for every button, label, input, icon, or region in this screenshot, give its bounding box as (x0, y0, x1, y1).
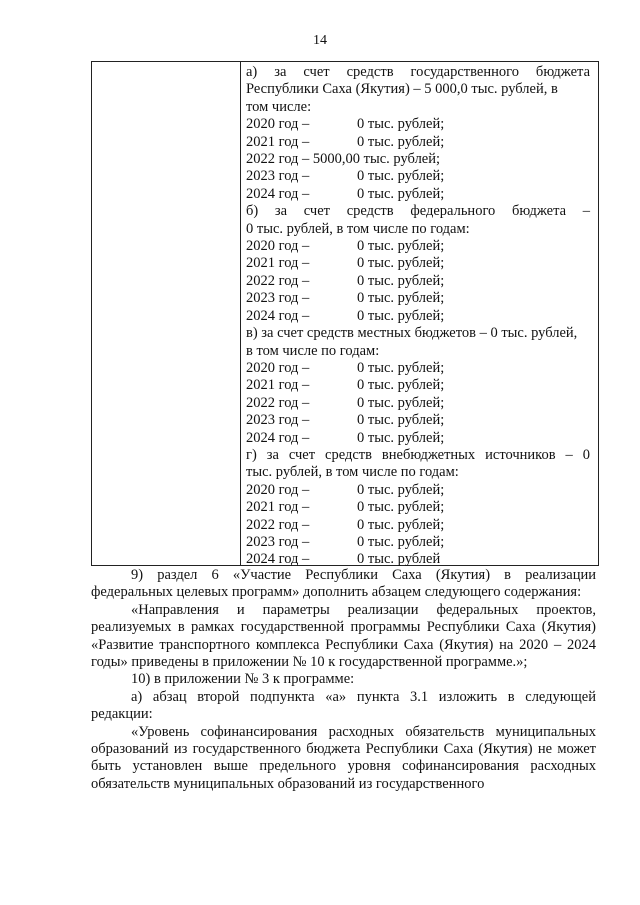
year-label: 2024 год – (246, 429, 310, 446)
amount-value: 0 тыс. рублей; (357, 133, 445, 150)
body-text (91, 567, 596, 793)
paragraph-federal-projects: «Направления и параметры реализации федеральных проектов, реализуемых в рамках государственной программы Республики Саха (Якутия) «Развитие транспортного комплекса Республики Саха (Якутия) на 2020 – 2024 годы» приведены в приложении № 10 к государственной программе.»; (91, 601, 596, 671)
section-d-row (246, 499, 590, 516)
section-a-row (246, 151, 590, 168)
section-d-header-line-1: г) за счет средств внебюджетных источников – 0 (246, 446, 590, 463)
year-label: 2023 год – (246, 168, 310, 185)
year-label: 2021 год – (246, 133, 310, 150)
section-c-row (246, 360, 590, 377)
amount-value: 0 тыс. рублей; (357, 499, 445, 516)
amount-value: 0 тыс. рублей; (357, 516, 445, 533)
table-right-cell (242, 62, 598, 568)
section-c-row (246, 430, 590, 447)
section-b-header-line-2: 0 тыс. рублей, в том числе по годам: (246, 220, 470, 237)
section-a-header-line-2: Республики Саха (Якутия) – 5 000,0 тыс. рублей, в (246, 81, 558, 98)
year-label: 2020 год – (246, 481, 310, 498)
amount-value: 0 тыс. рублей; (357, 307, 445, 324)
paragraph-cofinancing: «Уровень софинансирования расходных обязательств муниципальных образований из государственного бюджета Республики Саха (Якутия) не может быть установлен выше предельного уровня софинансирования расходных обязательств муниципальных образований из государственного (91, 723, 596, 792)
amount-value: 0 тыс. рублей; (357, 533, 445, 550)
year-label: 2021 год – (246, 377, 310, 394)
amount-value: 0 тыс. рублей; (357, 359, 445, 376)
amount-value: 0 тыс. рублей; (357, 185, 445, 202)
amount-value: 0 тыс. рублей; (357, 394, 445, 411)
year-label: 2022 год – (246, 516, 310, 533)
paragraph-appendix-3: 10) в приложении № 3 к программе: (131, 671, 355, 688)
year-label: 2020 год – (246, 359, 310, 376)
year-label: 2022 год – (246, 394, 310, 411)
section-c (246, 325, 590, 447)
amount-value: 0 тыс. рублей; (357, 290, 445, 307)
section-c-row (246, 377, 590, 394)
year-label: 2020 год – (246, 116, 310, 133)
year-label: 2023 год – (246, 412, 310, 429)
section-d-row (246, 482, 590, 499)
year-label: 2022 год – 5000,00 тыс. рублей; (246, 151, 441, 168)
section-a-header-line-3: том числе: (246, 98, 312, 115)
year-label: 2021 год – (246, 255, 310, 272)
amount-value: 0 тыс. рублей; (357, 412, 445, 429)
section-a-row (246, 186, 590, 203)
section-b-row (246, 290, 590, 307)
section-d-row (246, 517, 590, 534)
section-d (246, 447, 590, 569)
section-d-row (246, 534, 590, 551)
section-c-row (246, 395, 590, 412)
amount-value: 0 тыс. рублей; (357, 377, 445, 394)
section-b-row (246, 308, 590, 325)
section-c-row (246, 412, 590, 429)
section-b-header-line-1: б) за счет средств федерального бюджета – (246, 203, 590, 220)
amount-value: 0 тыс. рублей (357, 551, 441, 568)
section-a (246, 64, 590, 203)
page-number: 14 (313, 33, 327, 48)
year-label: 2023 год – (246, 290, 310, 307)
section-a-row (246, 134, 590, 151)
amount-value: 0 тыс. рублей; (357, 429, 445, 446)
section-b-row (246, 238, 590, 255)
amount-value: 0 тыс. рублей; (357, 272, 445, 289)
year-label: 2023 год – (246, 533, 310, 550)
section-c-header-line-2: в том числе по годам: (246, 342, 380, 359)
year-label: 2022 год – (246, 272, 310, 289)
table-left-cell (92, 62, 241, 565)
section-a-row (246, 168, 590, 185)
paragraph-section-6: 9) раздел 6 «Участие Республики Саха (Якутия) в реализации федеральных целевых программ» дополнить абзацем следующего содержания: (91, 567, 596, 601)
year-label: 2020 год – (246, 238, 310, 255)
year-label: 2024 год – (246, 307, 310, 324)
paragraph-subitem-a: а) абзац второй подпункта «а» пункта 3.1 изложить в следующей редакции: (91, 688, 596, 723)
amount-value: 0 тыс. рублей; (357, 238, 445, 255)
year-label: 2021 год – (246, 499, 310, 516)
section-a-row (246, 116, 590, 133)
section-d-header-line-2: тыс. рублей, в том числе по годам: (246, 464, 459, 481)
financing-table (91, 61, 599, 566)
year-label: 2024 год – (246, 185, 310, 202)
section-b-row (246, 273, 590, 290)
amount-value: 0 тыс. рублей; (357, 116, 445, 133)
section-a-header-line-1: а) за счет средств государственного бюджета (246, 64, 590, 80)
section-b (246, 203, 590, 325)
amount-value: 0 тыс. рублей; (357, 255, 445, 272)
section-c-header-line-1: в) за счет средств местных бюджетов – 0 тыс. рублей, (246, 325, 578, 342)
section-b-row (246, 255, 590, 272)
amount-value: 0 тыс. рублей; (357, 168, 445, 185)
year-label: 2024 год – (246, 551, 310, 568)
amount-value: 0 тыс. рублей; (357, 481, 445, 498)
